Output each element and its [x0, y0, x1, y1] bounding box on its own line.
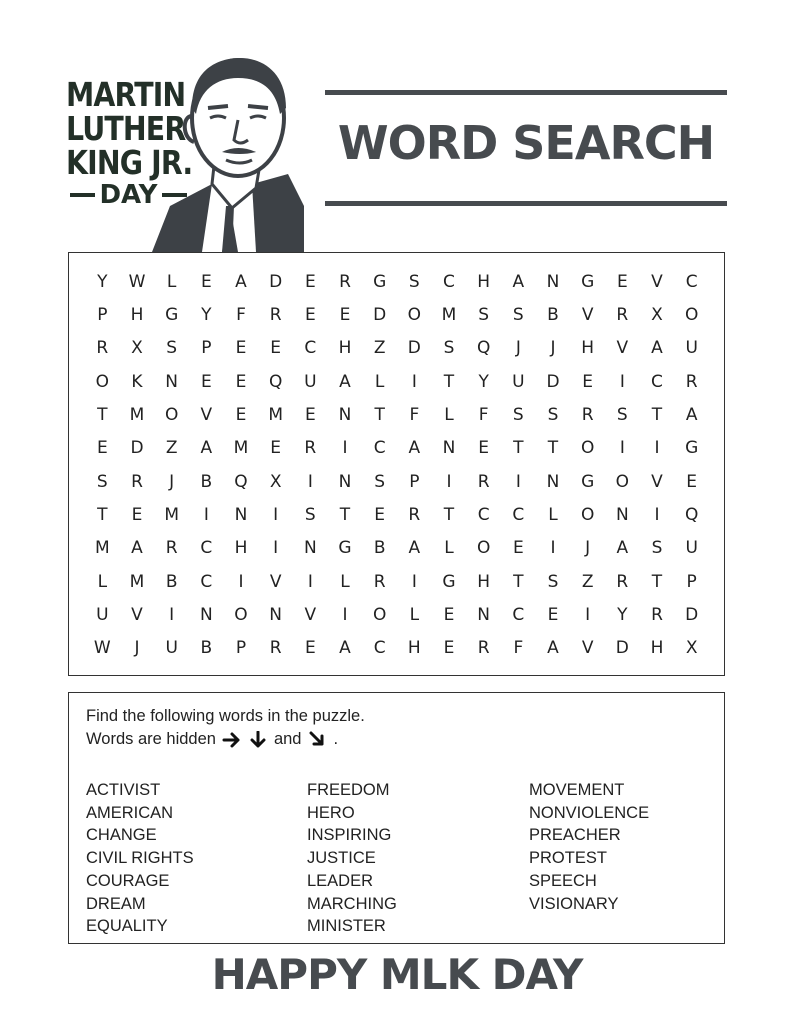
- grid-letter: F: [478, 404, 489, 425]
- grid-letter: T: [97, 504, 108, 525]
- grid-letter: Z: [373, 338, 386, 359]
- grid-letter: I: [619, 438, 625, 459]
- grid-letter: E: [235, 371, 247, 392]
- grid-letter: C: [304, 338, 317, 359]
- word-list-item: JUSTICE: [307, 849, 376, 868]
- grid-letter: V: [581, 304, 594, 325]
- grid-letter: J: [169, 471, 175, 492]
- grid-letter: O: [476, 538, 491, 559]
- grid-letter: A: [339, 371, 351, 392]
- grid-letter: I: [411, 371, 417, 392]
- grid-letter: F: [409, 404, 420, 425]
- grid-letter: V: [304, 604, 317, 625]
- word-list-item: EQUALITY: [86, 917, 168, 936]
- grid-letter: N: [199, 604, 213, 625]
- grid-letter: C: [651, 371, 663, 392]
- grid-letter: E: [270, 338, 282, 359]
- grid-letter: C: [200, 571, 213, 592]
- grid-letter: I: [342, 604, 348, 625]
- word-list-item: PROTEST: [529, 849, 607, 868]
- grid-letter: R: [269, 304, 282, 325]
- word-list-box: [68, 692, 725, 944]
- grid-letter: T: [651, 404, 663, 425]
- grid-letter: E: [96, 438, 108, 459]
- grid-letter: E: [200, 271, 212, 292]
- page-title: WORD SEARCH: [337, 116, 715, 170]
- grid-letter: I: [307, 471, 313, 492]
- grid-letter: E: [235, 338, 247, 359]
- grid-letter: O: [234, 604, 248, 625]
- grid-letter: J: [585, 538, 591, 559]
- grid-letter: U: [685, 538, 698, 559]
- grid-letter: V: [131, 604, 143, 625]
- grid-letter: M: [94, 538, 110, 559]
- grid-letter: H: [234, 538, 248, 559]
- word-list-item: CHANGE: [86, 826, 157, 845]
- grid-letter: U: [512, 371, 525, 392]
- grid-letter: S: [547, 571, 559, 592]
- grid-letter: I: [619, 371, 625, 392]
- word-list-item: MINISTER: [307, 917, 386, 936]
- grid-letter: C: [200, 538, 213, 559]
- grid-letter: E: [374, 504, 386, 525]
- grid-letter: V: [616, 338, 629, 359]
- grid-letter: I: [169, 604, 175, 625]
- grid-letter: R: [616, 571, 629, 592]
- grid-letter: R: [685, 371, 698, 392]
- grid-letter: S: [304, 504, 316, 525]
- grid-letter: V: [651, 271, 663, 292]
- grid-letter: E: [339, 304, 351, 325]
- word-list-item: PREACHER: [529, 826, 621, 845]
- word-list-item: ACTIVIST: [86, 781, 161, 799]
- grid-letter: Q: [234, 471, 248, 492]
- grid-letter: E: [478, 438, 490, 459]
- grid-letter: E: [512, 538, 524, 559]
- grid-letter: U: [304, 371, 317, 392]
- grid-letter: T: [443, 504, 455, 525]
- grid-letter: Z: [165, 438, 178, 459]
- grid-letter: U: [685, 338, 698, 359]
- grid-letter: C: [477, 504, 490, 525]
- grid-letter: R: [477, 471, 490, 492]
- grid-letter: H: [477, 571, 491, 592]
- grid-letter: P: [235, 638, 247, 659]
- grid-letter: B: [200, 638, 213, 659]
- grid-letter: A: [200, 438, 213, 459]
- grid-letter: E: [547, 604, 559, 625]
- grid-letter: E: [304, 404, 316, 425]
- grid-letter: C: [512, 504, 525, 525]
- grid-letter: U: [96, 604, 109, 625]
- grid-letter: I: [550, 538, 556, 559]
- grid-letter: O: [407, 304, 422, 325]
- grid-letter: J: [134, 638, 140, 659]
- grid-letter: G: [373, 271, 387, 292]
- grid-letter: D: [407, 338, 421, 359]
- grid-letter: S: [512, 304, 524, 325]
- word-column-2: [307, 779, 397, 938]
- grid-letter: E: [235, 404, 247, 425]
- word-column-3: [529, 779, 649, 915]
- logo-dash-left: [70, 193, 95, 197]
- grid-letter: E: [443, 604, 455, 625]
- grid-letter: A: [512, 271, 525, 292]
- down-arrow-icon: [248, 731, 268, 749]
- grid-letter: G: [165, 304, 179, 325]
- grid-letter: N: [303, 538, 317, 559]
- grid-letter: S: [443, 338, 455, 359]
- grid-letter: R: [304, 438, 317, 459]
- grid-letter: O: [372, 604, 387, 625]
- grid-letter: S: [408, 271, 420, 292]
- grid-letter: G: [338, 538, 352, 559]
- grid-letter: X: [685, 638, 698, 659]
- grid-letter: L: [340, 571, 350, 592]
- grid-letter: N: [338, 404, 352, 425]
- logo-line-2: LUTHER: [66, 109, 186, 148]
- grid-letter: I: [654, 504, 660, 525]
- word-list-item: CIVIL RIGHTS: [86, 849, 194, 868]
- instructions-prefix: Words are hidden: [86, 730, 216, 748]
- grid-letter: O: [615, 471, 630, 492]
- grid-letter: A: [685, 404, 698, 425]
- grid-letter: J: [515, 338, 521, 359]
- grid-letter: C: [443, 271, 455, 292]
- grid-letter: S: [616, 404, 628, 425]
- grid-letter: C: [685, 271, 698, 292]
- grid-letter: A: [235, 271, 247, 292]
- grid-letter: Y: [97, 271, 108, 292]
- grid-letter: R: [165, 538, 178, 559]
- grid-letter: V: [581, 638, 594, 659]
- word-column-1: [86, 779, 194, 938]
- logo-line-1: MARTIN: [66, 75, 186, 114]
- grid-letter: M: [164, 504, 179, 525]
- grid-letter: P: [201, 338, 212, 359]
- grid-letter: N: [477, 604, 491, 625]
- grid-letter: O: [580, 438, 595, 459]
- grid-letter: M: [441, 304, 457, 325]
- grid-letter: L: [444, 538, 454, 559]
- grid-letter: R: [581, 404, 594, 425]
- title-rule-bottom: [325, 201, 727, 206]
- grid-letter: I: [446, 471, 452, 492]
- grid-letter: T: [97, 404, 108, 425]
- grid-letter: N: [338, 471, 352, 492]
- grid-letter: M: [233, 438, 249, 459]
- grid-letter: Y: [478, 371, 489, 392]
- grid-letter: E: [686, 471, 698, 492]
- grid-letter: S: [166, 338, 178, 359]
- grid-letter: T: [513, 571, 524, 592]
- grid-letter: S: [374, 471, 386, 492]
- word-list-item: MARCHING: [307, 894, 397, 913]
- grid-letter: I: [411, 571, 417, 592]
- grid-letter: R: [269, 638, 282, 659]
- grid-letter: F: [513, 638, 524, 659]
- grid-letter: L: [444, 404, 454, 425]
- grid-letter: I: [654, 438, 660, 459]
- grid-letter: S: [547, 404, 559, 425]
- grid-letter: M: [129, 571, 145, 592]
- letter-grid: [85, 265, 709, 665]
- grid-letter: A: [547, 638, 559, 659]
- grid-letter: L: [166, 271, 177, 292]
- grid-letter: I: [238, 571, 244, 592]
- instructions-and: and: [273, 730, 302, 748]
- grid-letter: T: [513, 438, 524, 459]
- mlk-portrait-illustration: [152, 56, 304, 252]
- grid-letter: V: [651, 471, 663, 492]
- grid-letter: L: [374, 371, 385, 392]
- grid-letter: S: [96, 471, 108, 492]
- grid-letter: D: [373, 304, 387, 325]
- grid-letter: I: [585, 604, 591, 625]
- grid-letter: L: [548, 504, 558, 525]
- grid-letter: I: [273, 504, 279, 525]
- grid-letter: O: [684, 304, 699, 325]
- grid-letter: R: [96, 338, 109, 359]
- grid-letter: I: [273, 538, 279, 559]
- grid-letter: E: [131, 504, 143, 525]
- grid-letter: V: [269, 571, 282, 592]
- grid-letter: H: [581, 338, 595, 359]
- grid-letter: R: [131, 471, 143, 492]
- instructions-end: .: [333, 730, 339, 748]
- word-list-item: SPEECH: [529, 871, 597, 890]
- word-list-item: LEADER: [307, 871, 374, 890]
- grid-letter: Q: [476, 338, 491, 359]
- grid-letter: R: [477, 638, 490, 659]
- word-list-item: AMERICAN: [86, 803, 174, 822]
- grid-letter: L: [97, 571, 108, 592]
- grid-letter: B: [373, 538, 386, 559]
- grid-letter: O: [580, 504, 595, 525]
- grid-letter: T: [339, 504, 351, 525]
- grid-letter: N: [615, 504, 629, 525]
- grid-letter: B: [547, 304, 559, 325]
- grid-letter: A: [408, 538, 421, 559]
- mlk-day-logo: [60, 56, 305, 252]
- grid-letter: P: [686, 571, 697, 592]
- grid-letter: S: [478, 304, 490, 325]
- grid-letter: E: [200, 371, 212, 392]
- grid-letter: D: [615, 638, 629, 659]
- grid-letter: Y: [617, 604, 628, 625]
- word-list-item: FREEDOM: [307, 781, 390, 799]
- word-list-item: NONVIOLENCE: [529, 803, 650, 822]
- grid-letter: R: [339, 271, 351, 292]
- grid-letter: S: [512, 404, 524, 425]
- grid-letter: M: [268, 404, 283, 425]
- grid-letter: D: [546, 371, 560, 392]
- grid-letter: A: [616, 538, 629, 559]
- grid-letter: Z: [581, 571, 594, 592]
- word-list-item: INSPIRING: [307, 826, 392, 845]
- grid-letter: A: [131, 538, 143, 559]
- footer-greeting: HAPPY MLK DAY: [211, 950, 583, 999]
- word-list-item: MOVEMENT: [529, 781, 625, 799]
- grid-letter: X: [651, 304, 663, 325]
- grid-letter: X: [131, 338, 143, 359]
- grid-letter: N: [546, 471, 560, 492]
- grid-letter: T: [651, 571, 663, 592]
- grid-letter: C: [373, 638, 386, 659]
- grid-letter: B: [165, 571, 178, 592]
- word-list-item: VISIONARY: [529, 894, 619, 913]
- grid-letter: C: [512, 604, 525, 625]
- grid-letter: G: [581, 471, 595, 492]
- grid-letter: E: [304, 304, 316, 325]
- grid-letter: E: [616, 271, 628, 292]
- grid-letter: R: [651, 604, 663, 625]
- grid-letter: G: [442, 571, 456, 592]
- grid-letter: E: [304, 638, 316, 659]
- grid-letter: P: [409, 471, 420, 492]
- instructions-line-1: Find the following words in the puzzle.: [86, 707, 365, 725]
- grid-letter: R: [408, 504, 421, 525]
- grid-letter: T: [374, 404, 385, 425]
- grid-letter: A: [339, 638, 351, 659]
- grid-letter: I: [515, 471, 521, 492]
- grid-letter: L: [409, 604, 420, 625]
- grid-letter: O: [164, 404, 179, 425]
- grid-letter: R: [373, 571, 386, 592]
- grid-letter: H: [338, 338, 352, 359]
- grid-letter: E: [304, 271, 316, 292]
- grid-letter: C: [373, 438, 386, 459]
- grid-letter: K: [131, 371, 143, 392]
- grid-letter: B: [200, 471, 213, 492]
- logo-day-label: DAY: [99, 180, 158, 210]
- word-list-item: HERO: [307, 803, 355, 822]
- grid-letter: N: [442, 438, 456, 459]
- grid-letter: N: [234, 504, 248, 525]
- grid-letter: E: [582, 371, 594, 392]
- grid-letter: D: [130, 438, 144, 459]
- grid-letter: X: [269, 471, 282, 492]
- grid-letter: H: [130, 304, 144, 325]
- grid-letter: N: [165, 371, 179, 392]
- grid-letter: T: [547, 438, 559, 459]
- grid-letter: I: [342, 438, 348, 459]
- grid-letter: N: [546, 271, 560, 292]
- word-list-item: COURAGE: [86, 871, 170, 890]
- right-arrow-icon: [222, 731, 242, 749]
- grid-letter: S: [651, 538, 663, 559]
- instructions: [86, 705, 365, 751]
- instructions-line-2: [86, 728, 365, 751]
- grid-letter: G: [581, 271, 595, 292]
- grid-letter: A: [651, 338, 663, 359]
- diagonal-down-right-arrow-icon: [307, 731, 327, 749]
- grid-letter: W: [128, 271, 146, 292]
- grid-letter: D: [685, 604, 699, 625]
- word-search-grid-box: [68, 252, 725, 676]
- grid-letter: W: [93, 638, 111, 659]
- grid-letter: I: [307, 571, 313, 592]
- grid-letter: E: [443, 638, 455, 659]
- grid-letter: Q: [684, 504, 699, 525]
- word-list-item: DREAM: [86, 894, 146, 913]
- grid-letter: Y: [201, 304, 212, 325]
- grid-letter: I: [203, 504, 209, 525]
- grid-letter: N: [269, 604, 283, 625]
- grid-letter: V: [200, 404, 213, 425]
- grid-letter: M: [129, 404, 145, 425]
- grid-letter: H: [477, 271, 491, 292]
- grid-letter: T: [443, 371, 455, 392]
- grid-letter: O: [95, 371, 110, 392]
- grid-letter: D: [269, 271, 283, 292]
- grid-letter: P: [97, 304, 108, 325]
- grid-letter: F: [236, 304, 246, 325]
- grid-letter: H: [650, 638, 664, 659]
- grid-letter: A: [408, 438, 421, 459]
- grid-letter: Q: [268, 371, 283, 392]
- logo-line-3: KING JR.: [66, 143, 193, 182]
- grid-letter: E: [270, 438, 282, 459]
- grid-letter: R: [616, 304, 629, 325]
- grid-letter: U: [165, 638, 178, 659]
- title-rule-top: [325, 90, 727, 95]
- grid-letter: H: [407, 638, 421, 659]
- grid-letter: G: [685, 438, 699, 459]
- grid-letter: J: [550, 338, 556, 359]
